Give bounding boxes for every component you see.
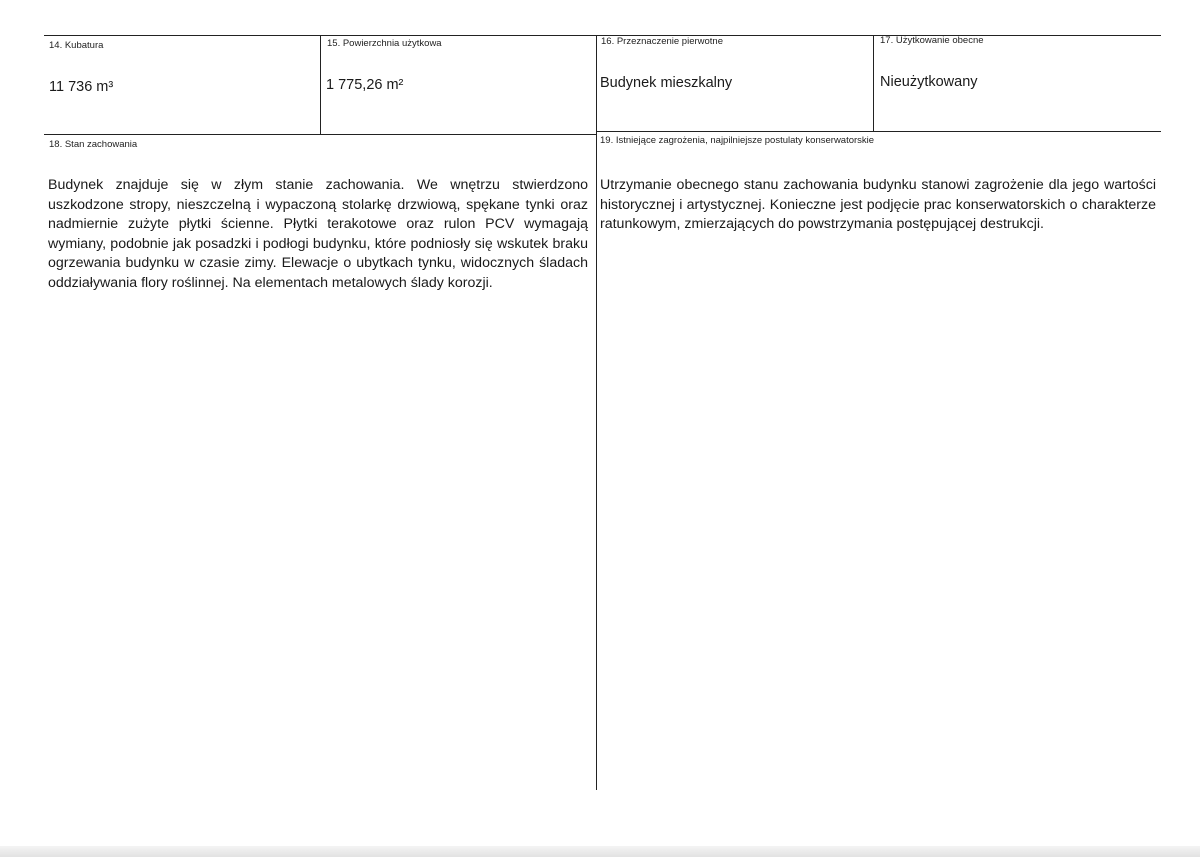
row-divider (44, 134, 596, 135)
field-14-label: 14. Kubatura (49, 40, 104, 51)
field-19-label: 19. Istniejące zagrożenia, najpilniejsze postulaty konserwatorskie (600, 135, 875, 146)
column-divider-3 (873, 35, 874, 131)
field-14-value: 11 736 m³ (49, 79, 114, 95)
field-18-label: 18. Stan zachowania (49, 139, 138, 150)
row-divider-right (596, 131, 1161, 132)
field-19-text: Utrzymanie obecnego stanu zachowania budynku stanowi zagrożenie dla jego wartości historycznej i artystycznej. Konieczne jest podjęcie prac konserwatorskich o charakterze ratunkowym, zmierzających do powstrzymania postępującej destrukcji. (600, 177, 1156, 232)
field-15-label: 15. Powierzchnia użytkowa (327, 38, 442, 49)
field-17-label: 17. Użytkowanie obecne (880, 35, 984, 46)
field-16-value: Budynek mieszkalny (600, 75, 733, 91)
scan-bottom-edge (0, 846, 1200, 857)
field-17-value: Nieużytkowany (880, 74, 978, 90)
column-divider-1 (320, 35, 321, 134)
field-15-value: 1 775,26 m² (326, 77, 404, 93)
column-divider-2 (596, 35, 597, 790)
field-16-label: 16. Przeznaczenie pierwotne (601, 36, 723, 47)
field-18-text: Budynek znajduje się w złym stanie zachowania. We wnętrzu stwierdzono uszkodzone stropy, nieszczelną i wypaczoną stolarkę drzwiową, spękane tynki oraz nadmiernie zużyte płytki ścienne. Płytki terakotowe oraz rulon PCV wymagają wymiany, podobnie jak posadzki i podłogi budynku, które podniosły się wskutek braku ogrzewania budynku w czasie zimy. Elewacje o ubytkach tynku, widocznych śladach oddziaływania flory roślinnej. Na elementach metalowych ślady korozji. (48, 177, 588, 291)
